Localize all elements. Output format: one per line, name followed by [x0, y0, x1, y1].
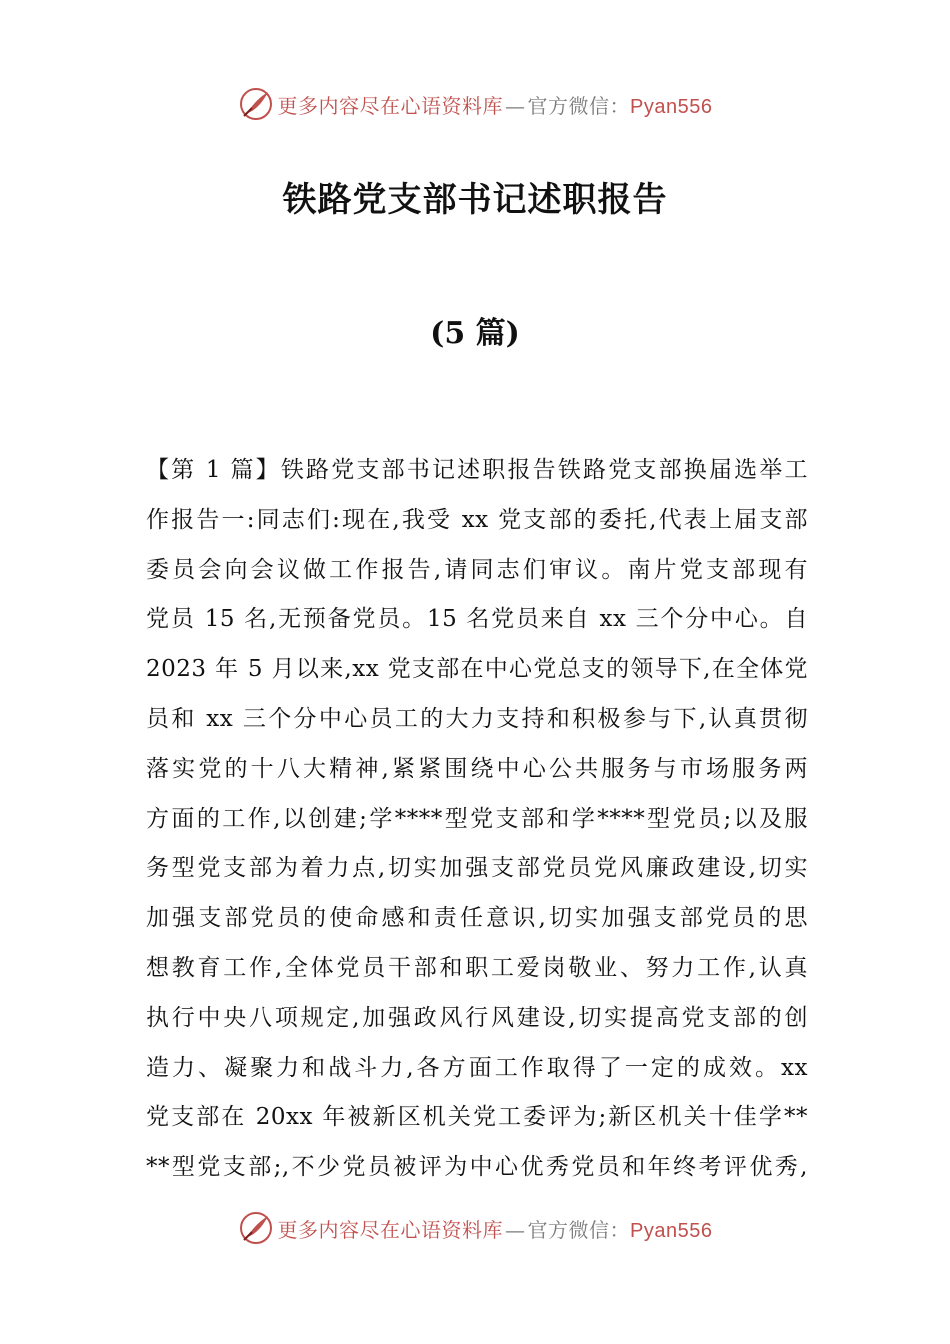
banner-slogan: 更多内容尽在心语资料库 — [277, 1217, 504, 1242]
banner-wechat-label: 官方微信： — [527, 93, 631, 118]
body-line: 2023 年 5 月以来,xx 党支部在中心党总支的领导下,在全体党 — [146, 656, 808, 683]
feather-pen-logo-icon — [238, 86, 274, 122]
body-line: **型党支部;,不少党员被评为中心优秀党员和年终考评优秀, — [146, 1154, 808, 1181]
document-body — [146, 446, 808, 1193]
body-line: 落实党的十八大精神,紧紧围绕中心公共服务与市场服务两 — [146, 755, 808, 782]
body-line: 想教育工作,全体党员干部和职工爱岗敬业、努力工作,认真 — [146, 954, 808, 981]
body-line: 作报告一:同志们:现在,我受 xx 党支部的委托,代表上届支部 — [146, 506, 808, 533]
document-subtitle: (5 篇) — [430, 316, 520, 351]
banner-wechat-id: Pyan556 — [630, 95, 713, 118]
body-line: 党员 15 名,无预备党员。15 名党员来自 xx 三个分中心。自 — [146, 606, 808, 633]
body-line: 造力、凝聚力和战斗力,各方面工作取得了一定的成效。xx — [146, 1054, 808, 1081]
header-banner — [0, 84, 950, 124]
banner-slogan: 更多内容尽在心语资料库 — [277, 93, 504, 118]
banner-text — [278, 90, 713, 119]
body-line: 执行中央八项规定,加强政风行风建设,切实提高党支部的创 — [146, 1004, 808, 1031]
banner-wechat-id: Pyan556 — [630, 1219, 713, 1242]
body-line: 加强支部党员的使命感和责任意识,切实加强支部党员的思 — [146, 905, 808, 932]
body-line: 【第 1 篇】铁路党支部书记述职报告铁路党支部换届选举工 — [146, 457, 808, 483]
feather-pen-logo-icon — [238, 1210, 274, 1246]
body-line: 方面的工作,以创建;学****型党支部和学****型党员;以及服 — [146, 805, 808, 832]
body-line: 委员会向会议做工作报告,请同志们审议。南片党支部现有 — [146, 556, 808, 583]
body-line: 务型党支部为着力点,切实加强支部党员党风廉政建设,切实 — [146, 855, 808, 882]
banner-separator: — — [505, 1217, 526, 1242]
body-line: 员和 xx 三个分中心员工的大力支持和积极参与下,认真贯彻 — [146, 705, 808, 732]
banner-wechat-label: 官方微信： — [527, 1217, 631, 1242]
document-title: 铁路党支部书记述职报告 — [282, 180, 668, 220]
banner-text — [278, 1214, 713, 1243]
banner-separator: — — [505, 93, 526, 118]
body-line: 党支部在 20xx 年被新区机关党工委评为;新区机关十佳学** — [146, 1104, 808, 1131]
footer-banner — [0, 1208, 950, 1248]
